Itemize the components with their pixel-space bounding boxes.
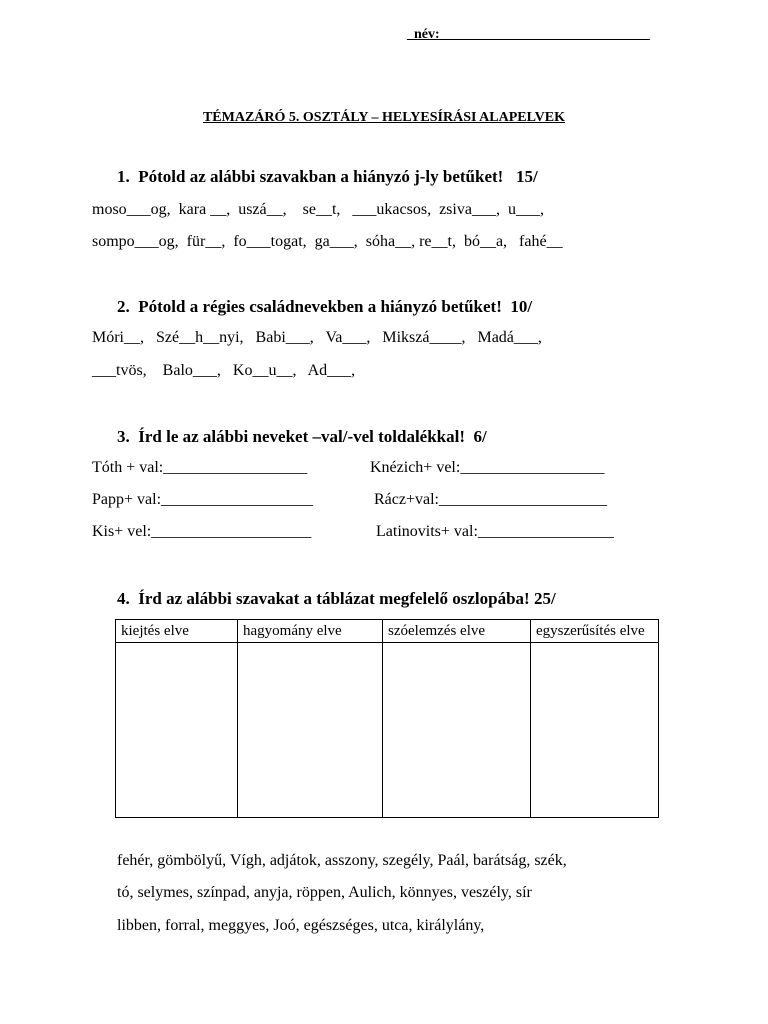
task1-line-1: moso___og, kara __, uszá__, se__t, ___ukacsos, zsiva___, u___,: [92, 201, 544, 218]
classification-table: [115, 619, 659, 818]
task3-row2-left: Papp+ val:___________________: [92, 491, 314, 508]
task3-row3-right: Latinovits+ val:_________________: [376, 523, 614, 540]
task3-row2-right: Rácz+val:_____________________: [374, 491, 607, 508]
table-answer-row: [116, 643, 659, 818]
answer-cell-kiejtes[interactable]: [116, 643, 238, 818]
task3-heading: 3. Írd le az alábbi neveket –val/-vel toldalékkal! 6/: [117, 427, 487, 446]
column-header-egyszerusites: egyszerűsítés elve: [531, 620, 659, 643]
task3-row1-left: Tóth + val:__________________: [92, 459, 308, 476]
task3-row3-left: Kis+ vel:____________________: [92, 523, 312, 540]
column-header-kiejtes: kiejtés elve: [116, 620, 238, 643]
name-field-label: _név:______________________________: [407, 27, 650, 42]
task1-heading: 1. Pótold az alábbi szavakban a hiányzó j-ly betűket! 15/: [117, 167, 538, 186]
answer-cell-hagyomany[interactable]: [238, 643, 383, 818]
answer-cell-szoelemzes[interactable]: [383, 643, 531, 818]
word-list-line-1: fehér, gömbölyű, Vígh, adjátok, asszony, szegély, Paál, barátság, szék,: [117, 852, 567, 869]
task2-line-2: ___tvös, Balo___, Ko__u__, Ad___,: [92, 362, 356, 379]
task3-row1-right: Knézich+ vel:__________________: [370, 459, 605, 476]
column-header-hagyomany: hagyomány elve: [238, 620, 383, 643]
task2-heading: 2. Pótold a régies családnevekben a hiányzó betűket! 10/: [117, 297, 533, 316]
word-list-line-2: tó, selymes, színpad, anyja, röppen, Aulich, könnyes, veszély, sír: [117, 884, 532, 901]
task4-heading: 4. Írd az alábbi szavakat a táblázat megfelelő oszlopába! 25/: [117, 589, 556, 608]
word-list-line-3: libben, forral, meggyes, Joó, egészséges, utca, királylány,: [117, 917, 485, 934]
table-header-row: [116, 620, 659, 643]
column-header-szoelemzes: szóelemzés elve: [383, 620, 531, 643]
answer-cell-egyszerusites[interactable]: [531, 643, 659, 818]
task2-line-1: Móri__, Szé__h__nyi, Babi___, Va___, Mikszá____, Madá___,: [92, 329, 542, 346]
page-title: TÉMAZÁRÓ 5. OSZTÁLY – HELYESÍRÁSI ALAPELVEK: [202, 110, 566, 125]
task1-line-2: sompo___og, für__, fo___togat, ga___, sóha__, re__t, bó__a, fahé__: [92, 233, 563, 250]
